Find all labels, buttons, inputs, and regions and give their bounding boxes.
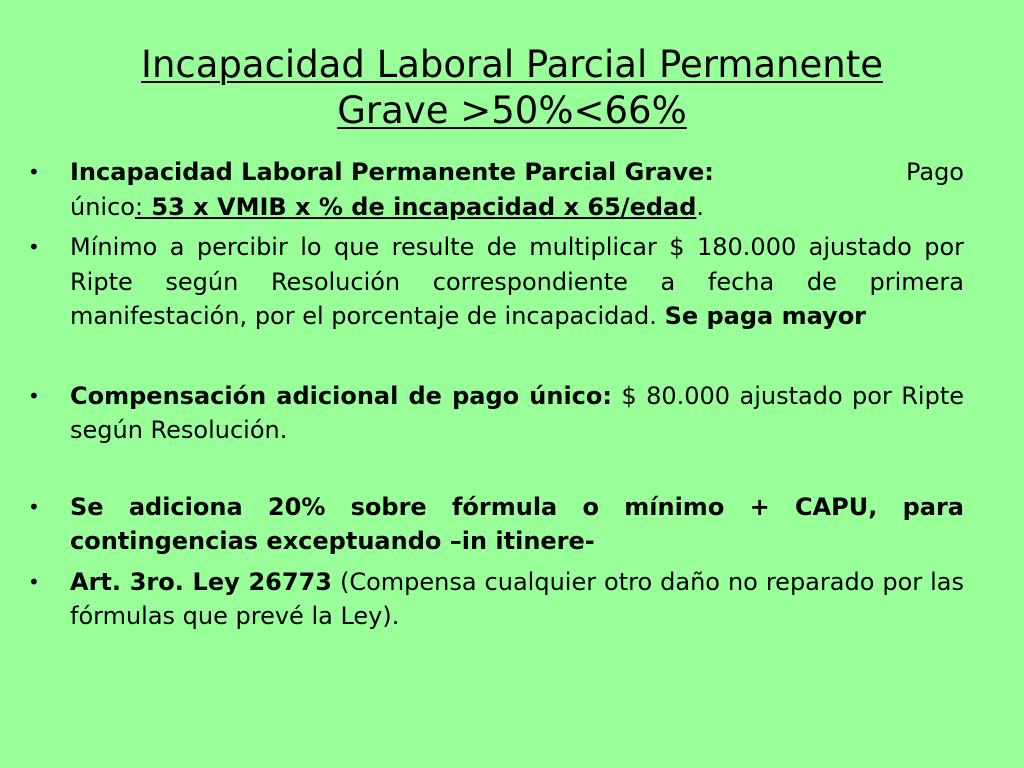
bullet-item-addition: [28, 490, 964, 559]
slide-title: [60, 42, 964, 134]
payment-end: .: [696, 192, 705, 221]
bullet-item-payment: [28, 155, 964, 224]
minimum-text: Mínimo a percibir lo que resulte de multiplicar $ 180.000 ajustado por Ripte según Resolución correspondiente a fecha de primera manifestación, por el porcentaje de incapacidad.: [70, 233, 964, 330]
article-label: Art. 3ro. Ley 26773: [70, 567, 332, 596]
title-line-1: Incapacidad Laboral Parcial Permanente: [141, 43, 883, 86]
bullet-icon: •: [28, 235, 40, 259]
payment-colon: :: [134, 192, 144, 221]
payment-word: único: [70, 192, 135, 221]
addition-text: Se adiciona 20% sobre fórmula o mínimo + CAPU, para contingencias exceptuando –in itinere-: [70, 492, 964, 555]
bullet-item-compensation: [28, 379, 964, 448]
bullet-icon: •: [28, 383, 40, 408]
payment-text: Pago: [905, 158, 964, 186]
bullet-item-article: [28, 565, 964, 634]
bullet-list: [28, 155, 964, 634]
compensation-label: Compensación adicional de pago único:: [70, 381, 612, 410]
bullet-icon: •: [28, 160, 40, 184]
payment-formula: 53 x VMIB x % de incapacidad x 65/edad: [143, 192, 697, 221]
minimum-bold-end: Se paga mayor: [664, 302, 867, 330]
compensation-text: $ 80.000 ajustado por Ripte según Resolución.: [70, 381, 964, 444]
title-line-2: Grave >50%<66%: [337, 89, 687, 132]
bullet-icon: •: [28, 569, 40, 594]
bullet-icon: •: [28, 494, 40, 519]
bullet-item-minimum: [28, 230, 964, 334]
payment-label: Incapacidad Laboral Permanente Parcial Grave:: [70, 158, 714, 186]
article-text: (Compensa cualquier otro daño no reparado por las fórmulas que prevé la Ley).: [70, 567, 965, 630]
